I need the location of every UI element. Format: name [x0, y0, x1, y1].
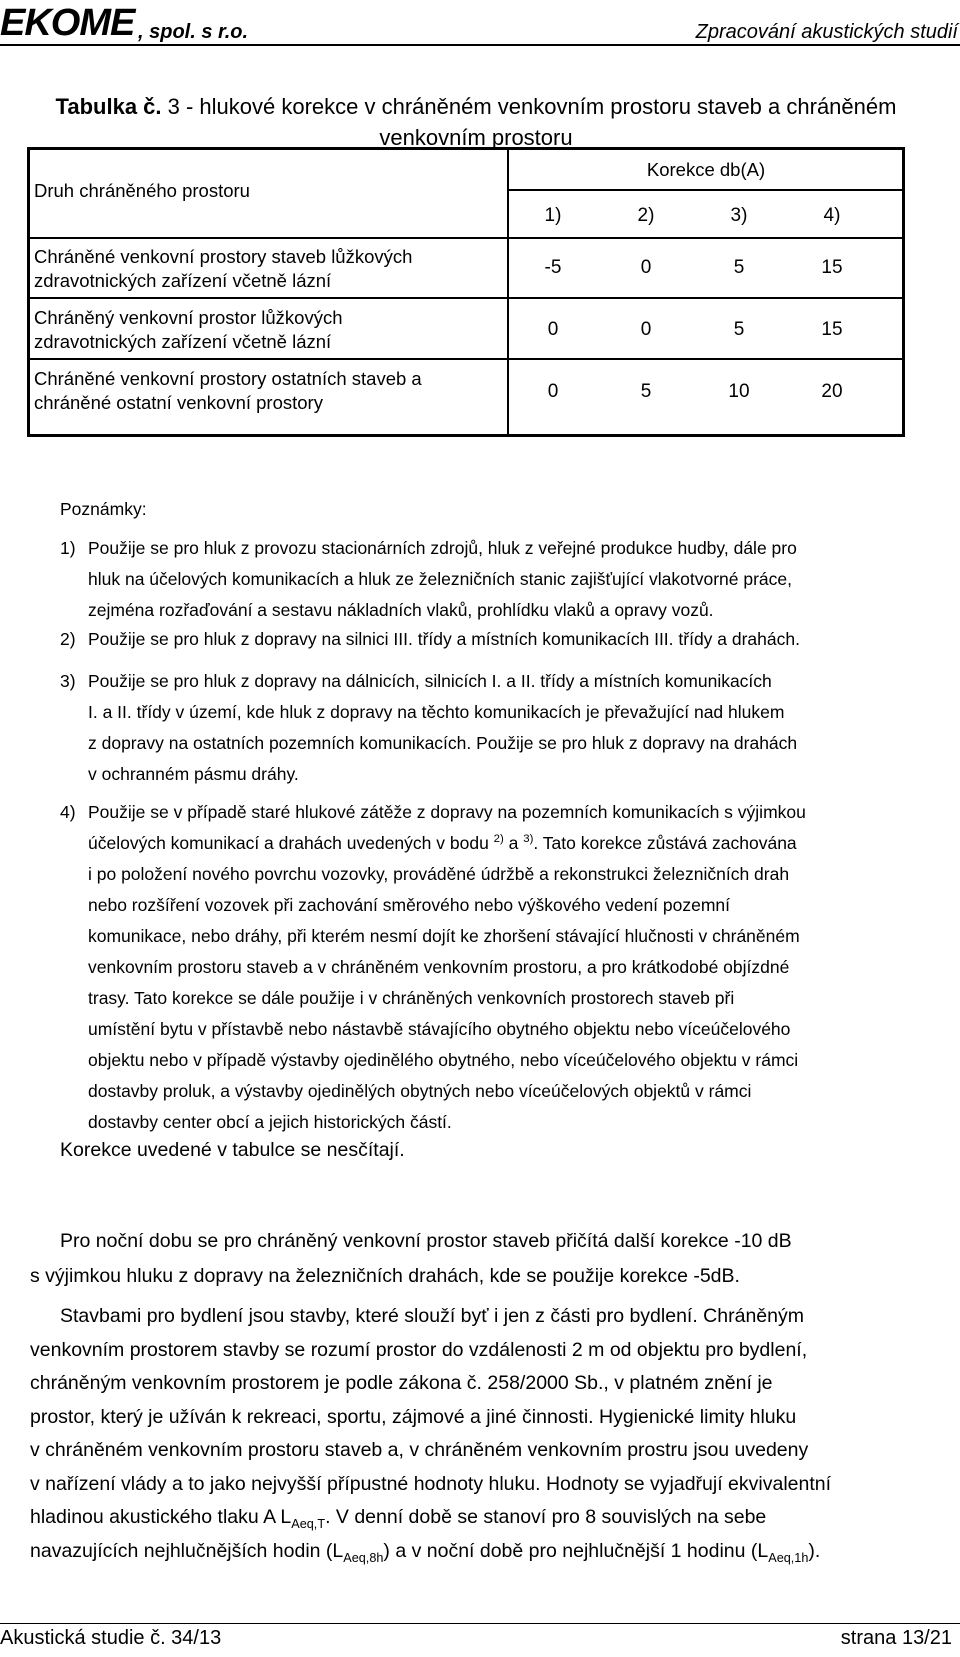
table-rule — [30, 297, 902, 299]
note-line: Použije se v případě staré hlukové zátěže z dopravy na pozemních komunikacích s výjimkou — [88, 802, 806, 822]
footer-rule — [0, 1623, 960, 1624]
note-ref: 3) — [523, 833, 534, 846]
caption-text-2: venkovním prostoru — [379, 125, 573, 150]
paragraph-night — [30, 1224, 922, 1293]
para-line: venkovním prostorem stavby se rozumí prostor do vzdálenosti 2 m od objektu pro bydlení, — [30, 1338, 808, 1361]
row-label-line: chráněné ostatní venkovní prostory — [34, 392, 323, 413]
cell-value: -5 — [544, 257, 562, 278]
note-line: komunikace, nebo dráhy, při kterém nesmí dojít ke zhoršení stávající hlučnosti v chráněném — [88, 926, 800, 946]
corrections-table — [27, 147, 905, 437]
para-line: prostor, který je užíván k rekreaci, sportu, zájmové a jiné činnosti. Hygienické limity hluku — [30, 1405, 797, 1428]
summary-note: Korekce uvedené v tabulce se nesčítají. — [60, 1139, 405, 1161]
table-divider — [507, 150, 509, 434]
cell-value: 0 — [547, 319, 559, 340]
row-label — [34, 367, 422, 415]
note-1 — [88, 533, 906, 626]
note-number: 2) — [60, 629, 76, 649]
para-line: s výjimkou hluku z dopravy na železničních drahách, kde se použije korekce -5dB. — [30, 1264, 740, 1287]
sub-header-1: 1) — [544, 205, 562, 226]
para-line: Stavbami pro bydlení jsou stavby, které slouží byť i jen z části pro bydlení. Chráněným — [60, 1305, 804, 1327]
note-line: v ochranném pásmu dráhy. — [88, 764, 299, 784]
cell-value: 5 — [733, 257, 745, 278]
cell-value: 0 — [547, 381, 559, 402]
cell-value: 10 — [728, 381, 750, 402]
table-rule — [30, 358, 902, 360]
subscript: Aeq,8h — [343, 1550, 384, 1565]
para-line: ). — [808, 1539, 821, 1562]
row-label — [34, 245, 412, 293]
subscript: Aeq,T — [291, 1516, 326, 1531]
note-line: umístění bytu v přístavbě nebo nástavbě stávajícího obytného objektu nebo víceúčelového — [88, 1019, 791, 1039]
row-label — [34, 306, 342, 354]
notes-title: Poznámky: — [60, 499, 147, 519]
note-line: Použije se pro hluk z provozu stacionárních zdrojů, hluk z veřejné produkce hudby, dále pro — [88, 538, 797, 558]
note-line: Použije se pro hluk z dopravy na silnici III. třídy a místních komunikacích III. třídy a drahách. — [88, 629, 800, 649]
para-line: v nařízení vlády a to jako nejvyšší přípustné hodnoty hluku. Hodnoty se vyjadřují ekvivalentní — [30, 1472, 832, 1495]
note-line: venkovním prostoru staveb a v chráněném venkovním prostoru, a pro krátkodobé objízdné — [88, 957, 790, 977]
sub-header-2: 2) — [637, 205, 655, 226]
note-line: účelových komunikací a drahách uvedených v bodu — [88, 833, 494, 853]
cell-value: 15 — [821, 257, 843, 278]
note-line: zejména rozřaďování a sestavu nákladních vlaků, prohlídku vlaků a opravy vozů. — [88, 600, 714, 620]
caption-text-1: 3 - hlukové korekce v chráněném venkovním prostoru staveb a chráněném — [161, 94, 897, 119]
cell-value: 0 — [640, 257, 652, 278]
row-label-line: Chráněný venkovní prostor lůžkových — [34, 307, 343, 328]
col-header-korekce: Korekce db(A) — [646, 159, 766, 180]
para-line: chráněným venkovním prostorem je podle zákona č. 258/2000 Sb., v platném znění je — [30, 1372, 773, 1394]
note-line: objektu nebo v případě výstavby ojedinělého obytného, nebo víceúčelového objektu v rámci — [88, 1050, 799, 1070]
paragraph-housing — [30, 1300, 922, 1568]
para-line: hladinou akustického tlaku A L — [30, 1506, 292, 1528]
caption-label: Tabulka č. — [55, 94, 162, 119]
note-line: hluk na účelových komunikacích a hluk ze železničních stanic zajišťující vlakotvorné práce, — [88, 569, 792, 589]
sub-header-3: 3) — [730, 205, 748, 226]
note-3 — [88, 666, 906, 790]
header-title: Zpracování akustických studií — [695, 21, 958, 43]
note-2 — [88, 624, 906, 655]
para-line: Pro noční dobu se pro chráněný venkovní prostor staveb přičítá další korekce -10 dB — [60, 1230, 792, 1252]
subscript: Aeq,1h — [768, 1550, 809, 1565]
cell-value: 5 — [640, 381, 652, 402]
note-line: dostavby center obcí a jejich historických částí. — [88, 1112, 452, 1132]
cell-value: 15 — [821, 319, 843, 340]
note-number: 3) — [60, 671, 76, 691]
note-ref: 2) — [493, 833, 504, 846]
table-caption — [36, 91, 916, 153]
table-rule — [30, 237, 902, 239]
note-line: z dopravy na ostatních pozemních komunikacích. Použije se pro hluk z dopravy na drahách — [88, 733, 798, 753]
note-line: Použije se pro hluk z dopravy na dálnicích, silnicích I. a II. třídy a místních komunikacích — [88, 671, 772, 691]
note-line: nebo rozšíření vozovek při zachování směrového nebo výškového vedení pozemní — [88, 895, 731, 915]
para-line: v chráněném venkovním prostoru staveb a, v chráněném venkovním prostru jsou uvedeny — [30, 1439, 809, 1461]
note-4 — [88, 797, 906, 1138]
cell-value: 5 — [733, 319, 745, 340]
note-number: 1) — [60, 538, 76, 558]
footer-study-number: Akustická studie č. 34/13 — [0, 1627, 222, 1649]
company-logo: EKOME — [0, 2, 135, 44]
table-rule — [507, 189, 902, 191]
para-line: ) a v noční době pro nejhlučnější 1 hodinu (L — [383, 1539, 769, 1562]
cell-value: 20 — [821, 381, 843, 402]
company-suffix: , spol. s r.o. — [138, 21, 249, 43]
row-label-line: Chráněné venkovní prostory staveb lůžkových — [34, 246, 413, 267]
para-line: navazujících nejhlučnějších hodin (L — [30, 1539, 344, 1562]
note-line: i po položení nového povrchu vozovky, prováděné údržbě a rekonstrukci železničních drah — [88, 864, 790, 884]
row-label-line: zdravotnických zařízení včetně lázní — [34, 270, 332, 291]
note-line: dostavby proluk, a výstavby ojedinělých obytných nebo víceúčelových objektů v rámci — [88, 1081, 752, 1101]
header-rule — [0, 44, 960, 46]
note-number: 4) — [60, 802, 76, 822]
cell-value: 0 — [640, 319, 652, 340]
note-line: trasy. Tato korekce se dále použije i v chráněných venkovních prostorech staveb při — [88, 988, 735, 1008]
row-label-line: Chráněné venkovní prostory ostatních staveb a — [34, 368, 422, 389]
col-header-druh: Druh chráněného prostoru — [34, 180, 250, 201]
note-line: . Tato korekce zůstává zachována — [533, 833, 797, 853]
row-label-line: zdravotnických zařízení včetně lázní — [34, 331, 332, 352]
sub-header-4: 4) — [823, 205, 841, 226]
footer-page-number: strana 13/21 — [840, 1627, 952, 1649]
note-line: I. a II. třídy v území, kde hluk z dopravy na těchto komunikacích je převažující nad hlukem — [88, 702, 785, 722]
note-line: a — [503, 833, 524, 853]
para-line: . V denní době se stanoví pro 8 souvislých na sebe — [325, 1506, 767, 1528]
